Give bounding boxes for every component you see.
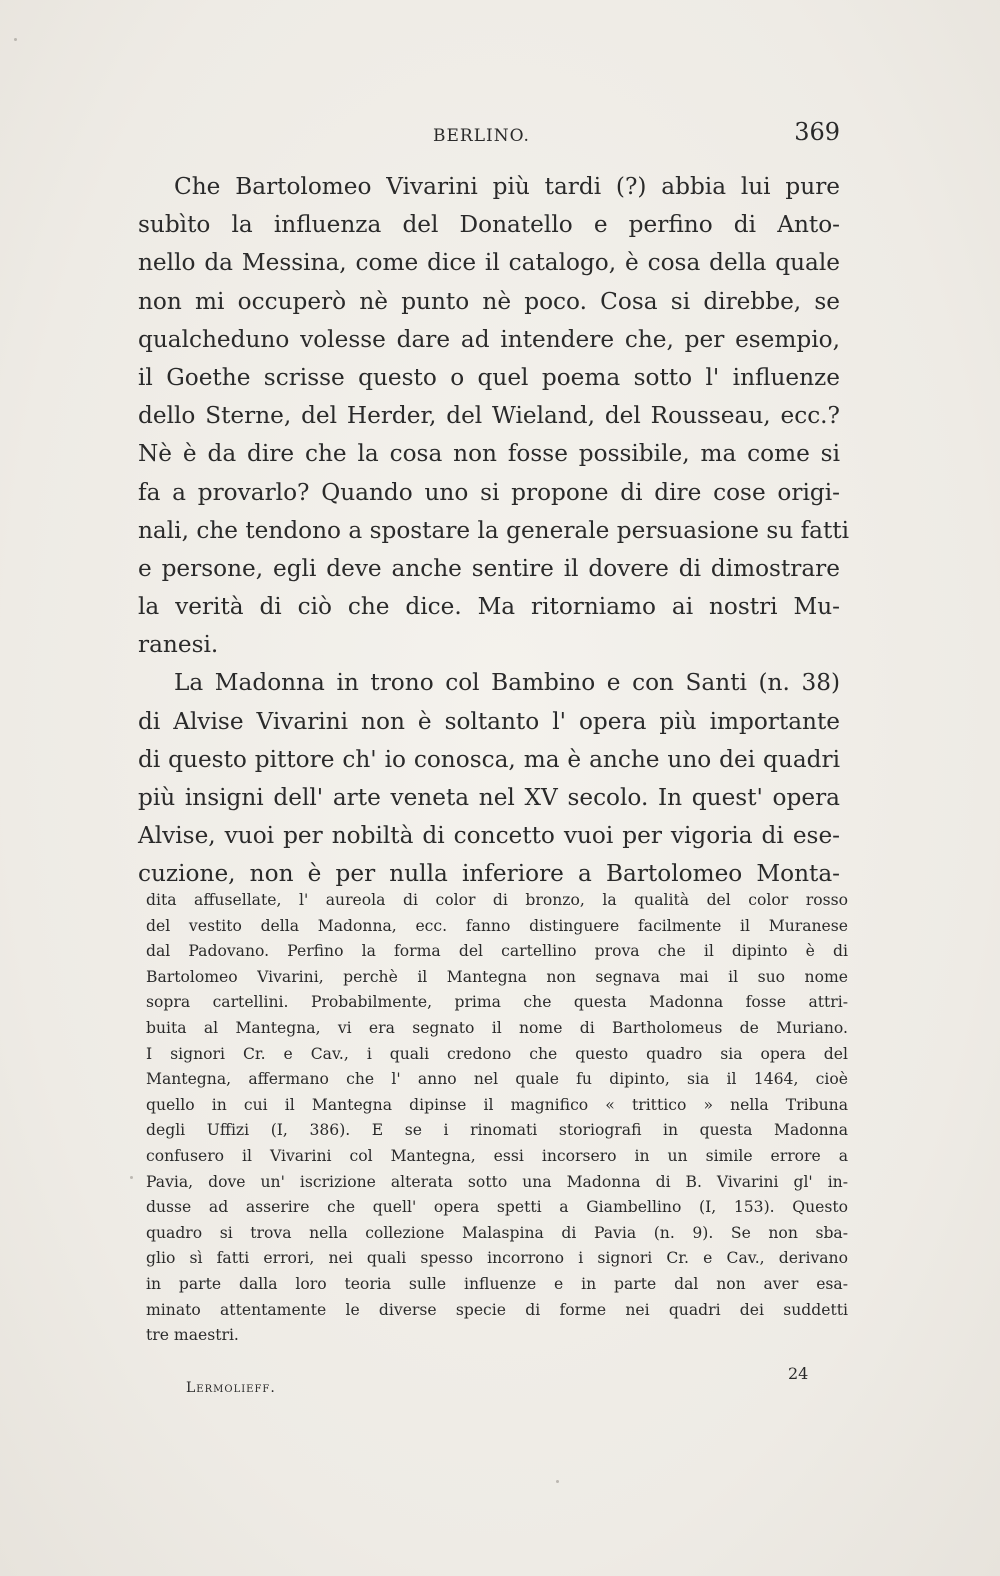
footnote-line: quadro si trova nella collezione Malaspina di Pavia (n. 9). Se non sba- — [146, 1223, 848, 1242]
text-line: La Madonna in trono col Bambino e con Santi (n. 38) — [174, 669, 840, 697]
text-line: qualcheduno volesse dare ad intendere che, per esempio, — [138, 325, 840, 353]
footnote-line: dal Padovano. Perfino la forma del cartellino prova che il dipinto è di — [146, 942, 848, 961]
footnote-line: in parte dalla loro teoria sulle influenze e in parte dal non aver esa- — [146, 1274, 848, 1293]
footnote-line: confusero il Vivarini col Mantegna, essi incorsero in un simile errore a — [146, 1146, 848, 1165]
text-line: di Alvise Vivarini non è soltanto l' opera più importante — [138, 707, 840, 735]
footnote-line: quello in cui il Mantegna dipinse il magnifico « trittico » nella Tribuna — [146, 1095, 848, 1114]
page-number: 369 — [794, 118, 840, 146]
footnote-line: del vestito della Madonna, ecc. fanno distinguere facilmente il Muranese — [146, 916, 848, 935]
footnote-line: sopra cartellini. Probabilmente, prima che questa Madonna fosse attri- — [146, 993, 848, 1012]
footnote-line: I signori Cr. e Cav., i quali credono che questo quadro sia opera del — [146, 1044, 848, 1063]
text-line: di questo pittore ch' io conosca, ma è anche uno dei quadri — [138, 745, 840, 773]
text-line: nali, che tendono a spostare la generale persuasione su fatti — [138, 516, 850, 544]
text-line: la verità di ciò che dice. Ma ritorniamo ai nostri Mu- — [138, 593, 840, 621]
text-line: subìto la influenza del Donatello e perfino di Anto- — [138, 211, 840, 239]
footnote-line: tre maestri. — [146, 1326, 239, 1345]
running-head — [140, 118, 840, 148]
footnote-line: Bartolomeo Vivarini, perchè il Mantegna non segnava mai il suo nome — [146, 967, 848, 986]
footnote-line: glio sì fatti errori, nei quali spesso incorrono i signori Cr. e Cav., derivano — [146, 1249, 848, 1268]
footnote-line: minato attentamente le diverse specie di forme nei quadri dei suddetti — [146, 1300, 848, 1319]
text-line: Alvise, vuoi per nobiltà di concetto vuoi per vigoria di ese- — [138, 822, 840, 850]
text-line: Che Bartolomeo Vivarini più tardi (?) abbia lui pure — [174, 173, 840, 200]
text-line: dello Sterne, del Herder, del Wieland, del Rousseau, ecc.? — [138, 402, 840, 430]
footnote-line: buita al Mantegna, vi era segnato il nome di Bartholomeus de Muriano. — [146, 1018, 848, 1037]
footnote-line: degli Uffizi (I, 386). E se i rinomati storiografi in questa Madonna — [146, 1121, 848, 1140]
text-line: il Goethe scrisse questo o quel poema sotto l' influenze — [138, 363, 840, 391]
footnote-line: dita affusellate, l' aureola di color di bronzo, la qualità del color rosso — [146, 891, 848, 909]
text-line: cuzione, non è per nulla inferiore a Bartolomeo Monta- — [138, 860, 840, 888]
text-line: fa a provarlo? Quando uno si propone di dire cose origi- — [138, 478, 840, 506]
sheet-number: 24 — [788, 1364, 809, 1383]
body-text — [138, 168, 850, 894]
footnote-line: Mantegna, affermano che l' anno nel quale fu dipinto, sia il 1464, cioè — [146, 1070, 848, 1089]
paper-speck — [130, 1176, 133, 1179]
footnote — [146, 888, 848, 1349]
text-line: e persone, egli deve anche sentire il dovere di dimostrare — [138, 554, 840, 582]
text-line: non mi occuperò nè punto nè poco. Cosa si direbbe, se — [138, 287, 840, 315]
paper-speck — [14, 38, 17, 41]
text-line: nello da Messina, come dice il catalogo, è cosa della quale — [138, 249, 840, 277]
running-title: BERLINO. — [433, 126, 530, 146]
footnote-line: dusse ad asserire che quell' opera spetti a Giambellino (I, 153). Questo — [146, 1198, 848, 1217]
footnote-line: Pavia, dove un' iscrizione alterata sotto una Madonna di B. Vivarini gl' in- — [146, 1172, 848, 1191]
text-line: ranesi. — [138, 631, 219, 659]
signature-mark: Lermolieff. — [186, 1380, 276, 1396]
text-line: Nè è da dire che la cosa non fosse possibile, ma come si — [138, 440, 840, 468]
paper-speck — [556, 1480, 559, 1483]
text-line: più insigni dell' arte veneta nel XV secolo. In quest' opera — [138, 784, 840, 811]
